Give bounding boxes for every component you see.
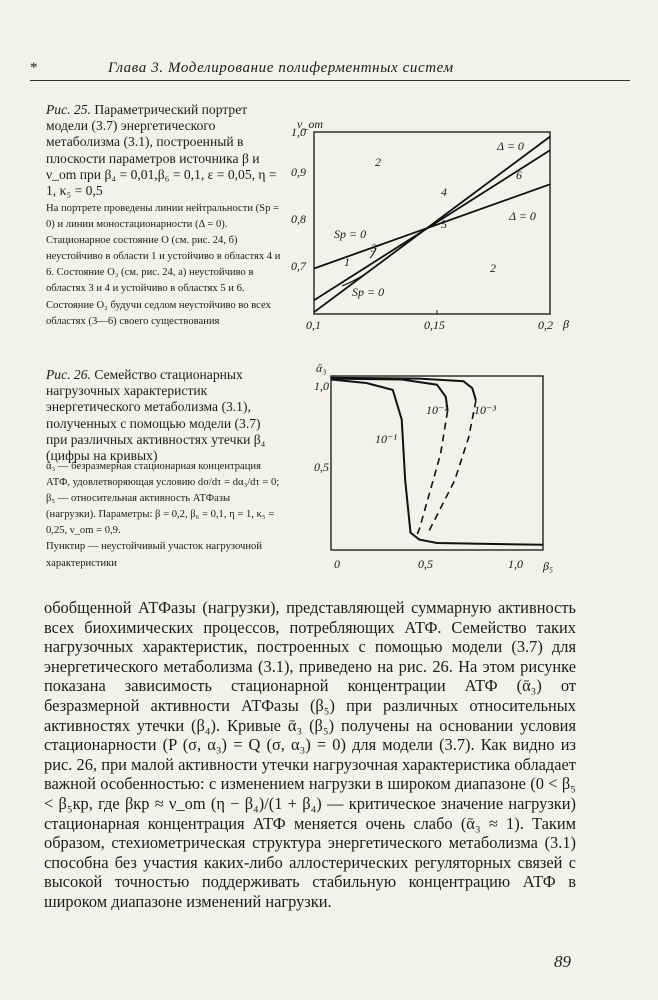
figure25-note: На портрете проведены линии нейтральности (Sp = 0) и линии моностационарности (Δ = 0). Стационарное состояние O (см. рис. 24, б) неустойчиво в области 1 и устойчиво в областях 4 и 6. Состояние O₃ (см. рис. 24, а) неустойчиво в областях 3 и 4 и устойчиво в областях 5 и 6. Состояние O₂ будучи седлом неустойчиво во всех областях (3—6) своего существования bbox=[46, 203, 281, 327]
figure26-label: Рис. 26. bbox=[46, 367, 91, 382]
chart25-region-1: 1 bbox=[344, 255, 350, 269]
chart26-xlabel: β₅ bbox=[543, 559, 554, 573]
chart26-curve-1e-3-unstable bbox=[428, 400, 476, 532]
chart26-ylabel: ᾱ₃ bbox=[316, 361, 327, 375]
figure25-caption-text: Параметрический портрет модели (3.7) энергетического метаболизма (3.1), построенный в плоскости параметров источника β и ν_om при β₄ = 0,01,β₆ = 0,1, ε = 0,05, η = 1, κ₅ = 0,5 bbox=[46, 102, 277, 199]
chart25-ytick-1: 1,0 bbox=[291, 125, 306, 139]
page-number: 89 bbox=[554, 952, 571, 971]
chart25-xtick-3: 0,2 bbox=[538, 318, 553, 332]
body-paragraph: обобщенной АТФазы (нагрузки), представляющей суммарную активность всех биохимических процессов, потребляющих АТФ. Семейство таких нагрузочных характеристик, построенных с помощью модели (3.7) для энергетического метаболизма (3.1), приведено на рис. 26. На этом рисунке показана зависимость стационарной концентрации АТФ (ᾱ₃) от безразмерной активности АТФазы (β₅) при различных относительных активностях утечки (β₄). Кривые ᾱ₃ (β₅) получены на основании условия стационарности (P (σ, α₃) = Q (σ, α₃) = 0) для модели (3.7). Как видно из рис. 26, при малой активности утечки нагрузочная характеристика обладает важной особенностью: с изменением нагрузки в широком диапазоне (0 < β₅ < β₅кр, где βкр ≈ ν_om (η − β₄)/(1 + β₄) — критическое значение нагрузки) стационарная концентрация АТФ меняется очень слабо (ᾱ₃ ≈ 1). Таким образом, стехиометрическая структура энергетического метаболизма (3.1) способна без участия каких-либо аллостерических регуляторных связей с высокой точностью поддерживать стабильную концентрацию АТФ в широком диапазоне изменений нагрузки. bbox=[44, 598, 576, 911]
chart25-xtick-2: 0,15 bbox=[424, 318, 445, 332]
chart26-label-1e-3: 10⁻³ bbox=[474, 403, 496, 417]
chart25-label-sp-2: Sp = 0 bbox=[352, 285, 385, 299]
chart25-region-5: 5 bbox=[441, 217, 447, 231]
chart25-region-6: 6 bbox=[516, 168, 522, 182]
chart25-label-delta-2: Δ = 0 bbox=[509, 209, 536, 223]
chart26-curve-1e-2-unstable bbox=[416, 411, 448, 538]
chart25-ytick-4: 0,7 bbox=[291, 259, 306, 273]
chart25-xtick-1: 0,1 bbox=[306, 318, 321, 332]
figure26-note-definitions: ᾱ₃ — безразмерная стационарная концентрация АТФ, удовлетворяющая условию dσ/dτ = dα₃/dτ = 0; β₅ — относительная активность АТФазы (нагрузки). Параметры: β = 0,2, β₆ = 0,1, η = 1, κ₅ = 0,25, ν_om = 0,9. bbox=[46, 461, 280, 537]
chart25-line-delta-lower bbox=[314, 150, 550, 300]
running-title: Глава 3. Моделирование полиферментных систем bbox=[108, 60, 454, 76]
chart25-label-delta-1: Δ = 0 bbox=[497, 139, 524, 153]
figure26-note-dashed: Пунктир — неустойчивый участок нагрузочной характеристики bbox=[46, 541, 262, 569]
figure25-label: Рис. 25. bbox=[46, 102, 91, 117]
header-marker: * bbox=[30, 60, 38, 76]
body-text bbox=[44, 598, 576, 912]
chart26-xtick-1: 0 bbox=[334, 557, 340, 571]
figure26-caption-text: Семейство стационарных нагрузочных характеристик энергетического метаболизма (3.1), полученных с помощью модели (3.7) при различных активностях утечки β₄ (цифры на кривых) bbox=[46, 367, 266, 464]
chart-fig26 bbox=[314, 361, 553, 573]
chart25-region-3: 3 bbox=[371, 241, 377, 255]
chart26-xtick-2: 0,5 bbox=[418, 557, 433, 571]
chart25-ytick-2: 0,9 bbox=[291, 165, 306, 179]
chart26-xtick-3: 1,0 bbox=[508, 557, 523, 571]
chart25-region-2a: 2 bbox=[375, 155, 381, 169]
chart26-ytick-2: 0,5 bbox=[314, 460, 329, 474]
chart-fig25 bbox=[291, 117, 569, 332]
chart25-ytick-3: 0,8 bbox=[291, 212, 306, 226]
chart25-label-sp-1: Sp = 0 bbox=[334, 227, 367, 241]
chart26-label-1e-2: 10⁻² bbox=[426, 403, 448, 417]
chart26-ytick-1: 1,0 bbox=[314, 379, 329, 393]
chart25-xlabel: β bbox=[563, 317, 569, 331]
chart26-label-1e-1: 10⁻¹ bbox=[375, 432, 397, 446]
chart25-ylabel: ν_om bbox=[297, 117, 323, 131]
chart25-region-2b: 2 bbox=[490, 261, 496, 275]
chart25-region-4: 4 bbox=[441, 185, 447, 199]
